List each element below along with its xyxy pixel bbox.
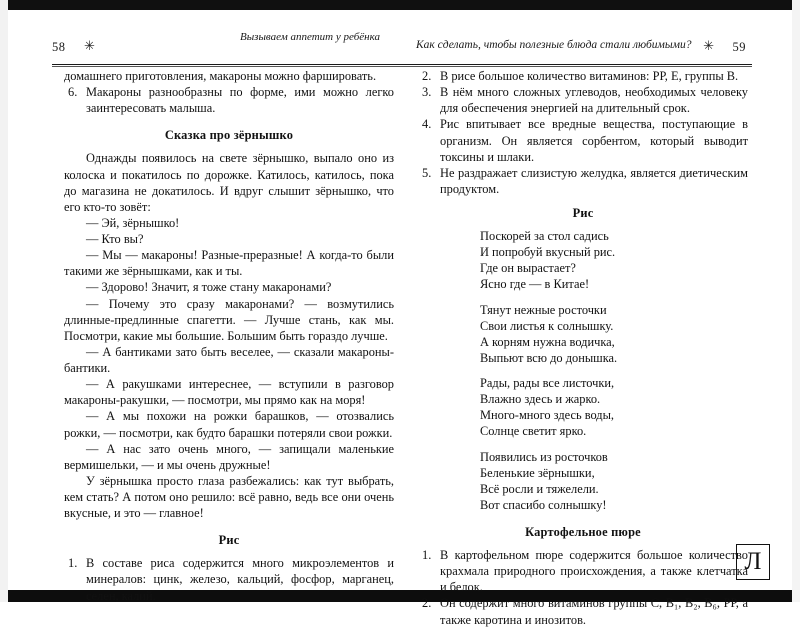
scan-edge-left	[0, 0, 8, 602]
rice-facts-list-right	[418, 68, 748, 197]
poem-line: Вот спасибо солнышку!	[480, 497, 607, 512]
page-number-left: 58	[52, 40, 66, 54]
tale-paragraph: — Мы — макароны! Разные-преразные! А когда-то были такими же зёрнышками, как и ты.	[64, 248, 394, 279]
publisher-logo: Л	[736, 544, 770, 580]
puree-facts-list	[418, 547, 748, 628]
poem-line: Ясно где — в Китае!	[480, 277, 590, 292]
poem-line: Где он вырастает?	[480, 261, 576, 276]
star-ornament-icon-right: ✳	[703, 38, 714, 53]
poem-line: Много-много здесь воды,	[480, 408, 615, 423]
left-column	[64, 68, 394, 604]
puree-section-title: Картофельное пюре	[525, 525, 641, 539]
list-item: Он содержит много витаминов группы С, В₁, В₂, В₆, РР, а также каротина и инозитов.	[440, 596, 748, 627]
poem-line: Всё росли и тяжелели.	[480, 481, 599, 496]
poem-line: Влажно здесь и жарко.	[480, 392, 601, 407]
poem-line: И попробуй вкусный рис.	[480, 245, 616, 260]
list-item: Рис впитывает все вредные вещества, поступающие в организм. Он является сорбентом, который выводит токсины и шлаки.	[440, 117, 748, 164]
poem-line: А корням нужна водичка,	[480, 334, 615, 349]
list-item: В нём много сложных углеводов, необходимых человеку для обеспечения энергией на длительный срок.	[440, 85, 748, 116]
tale-paragraph: — А нас зато очень много, — запищали маленькие вермишельки, — и мы очень дружные!	[64, 441, 394, 472]
poem-body	[418, 228, 748, 513]
poem-line: Тянут нежные росточки	[480, 302, 607, 317]
list-item: Не раздражает слизистую желудка, является диетическим продуктом.	[440, 165, 748, 196]
running-head-title-right: Как сделать, чтобы полезные блюда стали любимыми?	[416, 39, 692, 51]
running-head-title-left: Вызываем аппетит у ребёнка	[240, 31, 380, 43]
poem-stanza	[480, 375, 748, 440]
scan-edge-right	[792, 0, 800, 602]
list-item: В картофельном пюре содержится большое количество крахмала природного происхождения, а также клетчатка и белок.	[440, 548, 748, 595]
tale-paragraph: У зёрнышка просто глаза разбежались: как тут выбрать, кем стать? А потом оно решило: всё равно, ведь все они очень вкусные, и это — главное!	[64, 473, 394, 521]
poem-line: Поскорей за стол садись	[480, 229, 609, 243]
running-head	[8, 28, 792, 62]
poem-stanza	[480, 228, 748, 293]
tale-paragraph: — Кто вы?	[86, 232, 144, 246]
poem-stanza	[480, 449, 748, 514]
poem-line: Появились из росточков	[480, 449, 608, 464]
poem-line: Солнце светит ярко.	[480, 424, 587, 439]
tale-paragraph: — Эй, зёрнышко!	[86, 215, 180, 230]
list-item: В рисе большое количество витаминов: РР, Е, группы В.	[440, 69, 739, 83]
star-ornament-icon: ✳	[84, 38, 95, 53]
poem-line: Рады, рады все листочки,	[480, 376, 615, 390]
header-rule-thin	[52, 66, 752, 67]
poem-line: Выпьют всю до донышка.	[480, 350, 618, 365]
right-column	[418, 68, 748, 628]
macaroni-list	[64, 84, 394, 116]
list-item: Макароны разнообразны по форме, ими можно легко заинтересовать малыша.	[86, 85, 394, 116]
tale-paragraph: — Здорово! Значит, я тоже стану макаронами?	[86, 280, 332, 295]
tale-paragraph: — Почему это сразу макаронами? — возмутились длинные-предлинные спагетти. — Лучше стань, как мы. Посмотри, какие мы большие. Большим быть гораздо лучше.	[64, 296, 394, 343]
poem-line: Свои листья к солнышку.	[480, 318, 614, 333]
rice-section-title: Рис	[218, 533, 240, 548]
rice-facts-list-left	[64, 555, 394, 603]
tale-paragraph: — А мы похожи на рожки барашков, — отозвались рожки, — посмотри, как будто барашки потеряли свои рожки.	[64, 409, 394, 440]
list-item: В составе риса содержится много микроэлементов и минералов: цинк, железо, кальций, фосфор, марганец, селен, калий.	[86, 556, 394, 603]
poem-stanza	[480, 302, 748, 367]
header-rule	[52, 64, 752, 65]
page-content	[8, 10, 792, 627]
tale-paragraph: Однажды появилось на свете зёрнышко, выпало оно из колоска и покатилось по дорожке. Катилось, катилось, пока до магазина не докатилось. И вдруг слышит зёрнышко, что его кто-то зовёт:	[64, 151, 394, 214]
scan-edge-top	[0, 0, 800, 10]
tale-body	[64, 150, 394, 521]
poem-line: Беленькие зёрнышки,	[480, 465, 595, 480]
poem-title: Рис	[572, 206, 594, 220]
tale-paragraph: — А бантиками зато быть веселее, — сказали макароны-бантики.	[64, 344, 394, 375]
tale-title: Сказка про зёрнышко	[164, 128, 294, 143]
tale-paragraph: — А ракушками интереснее, — вступили в разговор макароны-ракушки, — посмотри, мы прямо как на моря!	[64, 377, 394, 408]
page-number-right: 59	[732, 40, 746, 54]
continued-paragraph: домашнего приготовления, макароны можно фаршировать.	[64, 69, 377, 83]
